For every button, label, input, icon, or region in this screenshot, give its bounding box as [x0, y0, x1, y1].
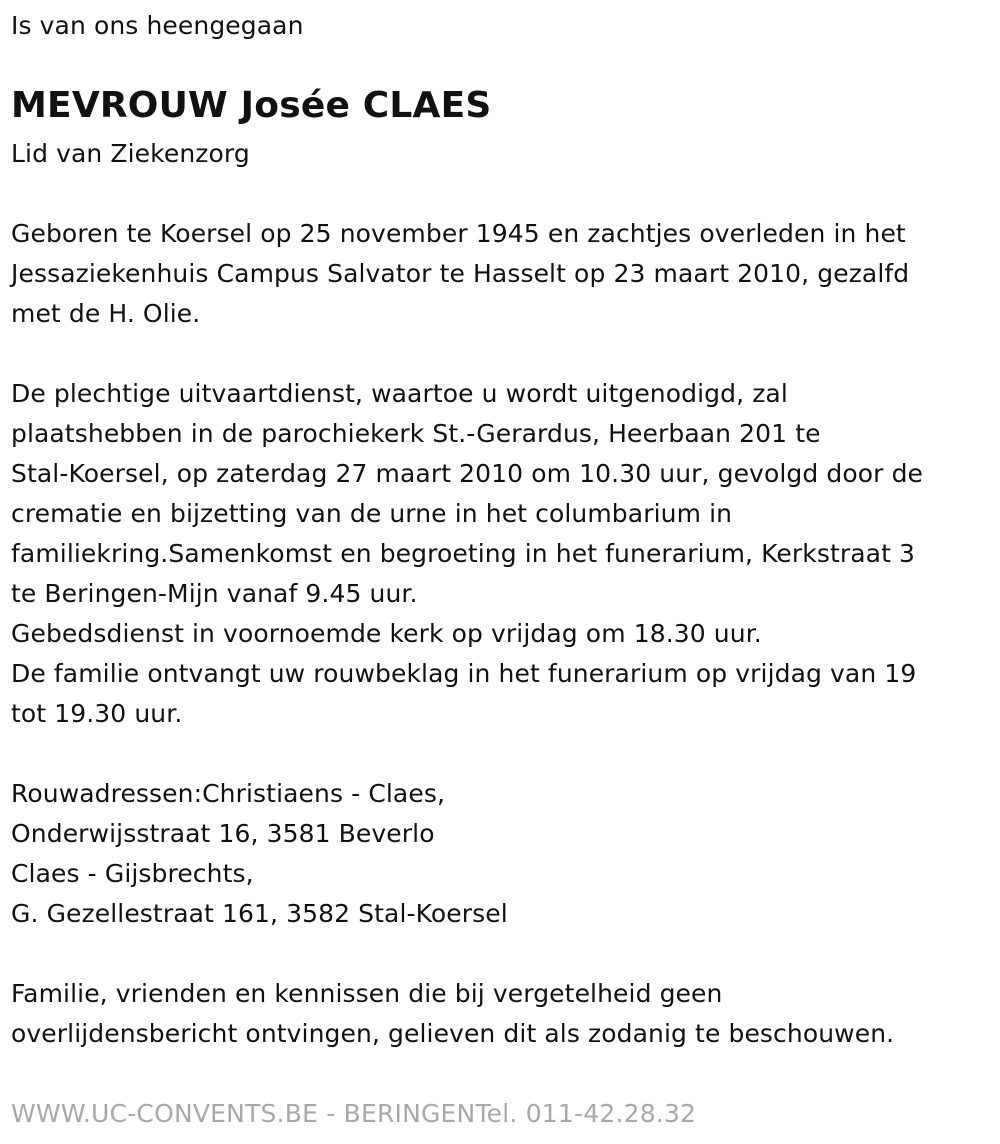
birth-paragraph: [11, 214, 909, 334]
membership-text: Lid van Ziekenzorg: [11, 139, 250, 168]
service-paragraph: [11, 374, 923, 734]
birth-line: Jessaziekenhuis Campus Salvator te Hasselt op 23 maart 2010, gezalfd: [11, 259, 910, 288]
address-line: Onderwijsstraat 16, 3581 Beverlo: [11, 819, 435, 848]
address-line: G. Gezellestraat 161, 3582 Stal-Koersel: [11, 899, 508, 928]
service-line: Stal-Koersel, op zaterdag 27 maart 2010 om 10.30 uur, gevolgd door de: [11, 459, 924, 488]
service-line: De plechtige uitvaartdienst, waartoe u wordt uitgenodigd, zal: [11, 379, 788, 408]
address-line: Rouwadressen:Christiaens - Claes,: [11, 779, 445, 808]
birth-line: Geboren te Koersel op 25 november 1945 en zachtjes overleden in het: [11, 219, 906, 248]
service-line: plaatshebben in de parochiekerk St.-Gerardus, Heerbaan 201 te: [11, 419, 821, 448]
service-line: familiekring.Samenkomst en begroeting in het funerarium, Kerkstraat 3: [11, 539, 916, 568]
condolences-line: De familie ontvangt uw rouwbeklag in het funerarium op vrijdag van 19: [11, 659, 917, 688]
deceased-name: MEVROUW Josée CLAES: [11, 85, 492, 126]
closing-line: Familie, vrienden en kennissen die bij vergetelheid geen: [11, 979, 723, 1008]
mourning-addresses: [11, 774, 508, 934]
intro-text: Is van ons heengegaan: [11, 11, 304, 40]
condolences-line: tot 19.30 uur.: [11, 699, 183, 728]
closing-paragraph: [11, 974, 894, 1054]
funeral-director-footer: WWW.UC-CONVENTS.BE - BERINGENTel. 011-42.28.32: [11, 1099, 697, 1128]
service-line: crematie en bijzetting van de urne in het columbarium in: [11, 499, 733, 528]
address-line: Claes - Gijsbrechts,: [11, 859, 254, 888]
service-line: te Beringen-Mijn vanaf 9.45 uur.: [11, 579, 418, 608]
birth-line: met de H. Olie.: [11, 299, 201, 328]
closing-line: overlijdensbericht ontvingen, gelieven dit als zodanig te beschouwen.: [11, 1019, 895, 1048]
prayer-service-line: Gebedsdienst in voornoemde kerk op vrijdag om 18.30 uur.: [11, 619, 762, 648]
